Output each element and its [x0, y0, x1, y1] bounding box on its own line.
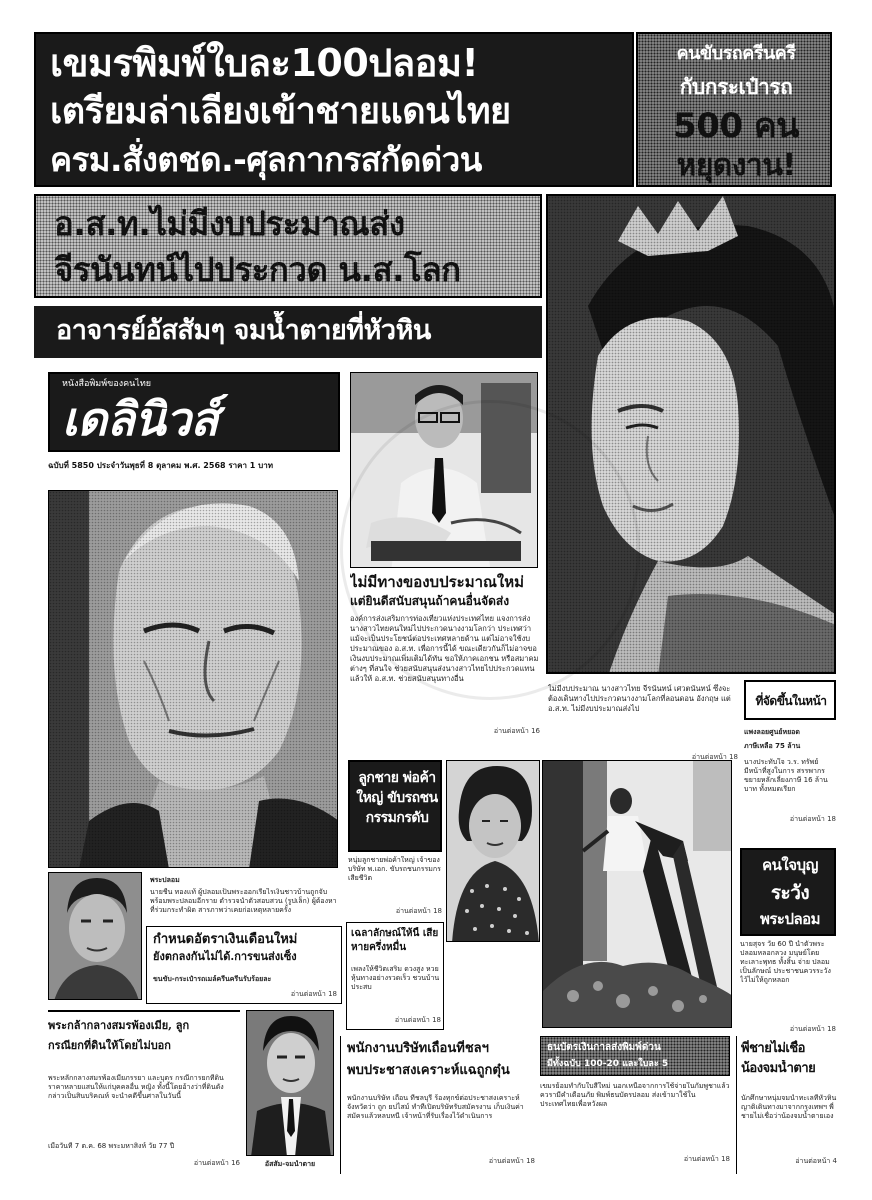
- right-headline-line3: 500 คน: [673, 106, 799, 146]
- incident-scene-photo: [542, 760, 732, 1028]
- drowned-student-photo: [246, 1010, 334, 1156]
- suspect-photo: [48, 872, 142, 1000]
- bottom-left-pageref[interactable]: อ่านต่อหน้า 16: [193, 1159, 240, 1167]
- employee-story-pageref[interactable]: อ่านต่อหน้า 18: [488, 1157, 535, 1165]
- sidebar-index-pageref[interactable]: อ่านต่อหน้า 18: [789, 815, 836, 823]
- beauty-queen-photo: [546, 194, 836, 674]
- right-headline-line4: หยุดงาน!: [676, 148, 796, 183]
- banknote-story-pageref[interactable]: อ่านต่อหน้า 18: [683, 1155, 730, 1163]
- son-story-headline: ลูกชาย พ่อค้าใหญ่ ขับรถชน กรรมกรดับ: [356, 770, 438, 826]
- caption-left-label: พระปลอม: [150, 876, 180, 884]
- old-man-photo: [48, 490, 338, 868]
- masthead-title: เดลินิวส์: [62, 392, 219, 446]
- bottom-left-body: พระหลักกลางสมรพ้องเมียภรรยา และบุตร กรณีการยกที่ดินราคาหลายแสนให้แก่บุคคลอื่น หญิง ทั้งนี้โดยอ้างว่าที่ดินดังกล่าวเป็นสินบริคณห์ จะนำคดีขึ้นศาลในวันนี้: [48, 1074, 224, 1100]
- minister-story-pageref[interactable]: อ่านต่อหน้า 16: [493, 727, 540, 735]
- warning-story-pageref[interactable]: อ่านต่อหน้า 18: [789, 1025, 836, 1033]
- wage-story-pageref[interactable]: อ่านต่อหน้า 18: [290, 990, 337, 998]
- wage-story-byline: ขนขับ-กระเป๋ารถเมล์ครีนครีนรับร้อยละ: [153, 975, 272, 983]
- bottom-left-date: เมื่อวันที่ 7 ต.ค. 68 พระมหาสิงห์ วัย 77 ปี: [48, 1142, 175, 1150]
- employee-story-headline2: พบประชาสงเคราะห์แฉถูกตุ๋น: [347, 1063, 510, 1078]
- wage-story-box: [146, 926, 342, 1004]
- lottery-story-box: [346, 922, 444, 1030]
- headline-budget-box: [34, 194, 542, 298]
- queen-caption-text: ไม่มีงบประมาณ นางสาวไทย จีรนันทน์ เศวตนันทน์ ซึ่งจะต้องเดินทางไปประกวดนางงามโลกที่ลอนดอน อังกฤษ แต่ อ.ส.ท. ไม่มีงบประมาณส่งไป: [548, 684, 731, 713]
- right-headline-banner: [636, 32, 832, 187]
- sidebar-index-title-box: [744, 680, 836, 720]
- queen-caption-pageref[interactable]: อ่านต่อหน้า 18: [691, 753, 738, 761]
- bottom-left-headline2: กรณียกที่ดินให้โดยไม่บอก: [48, 1039, 171, 1052]
- son-story-pageref[interactable]: อ่านต่อหน้า 18: [395, 907, 442, 915]
- minister-story-headline1: ไม่มีทางของบประมาณใหม่: [350, 573, 525, 591]
- sidebar-index-body: นางประทับใจ ว.ร. ทรัพย์ มีหน้าที่สูงในการ สรรพากร ขยายหลักเลี่ยงภาษี 16 ล้านบาท ทั้งหมดเรียก: [744, 758, 828, 793]
- top-headline-line3: ครม.สั่งตชด.-ศุลกากรสกัดด่วน: [50, 140, 482, 179]
- brother-story: [736, 1036, 836, 1174]
- headline-drowning-text: อาจารย์อัสสัมๆ จมน้ำตายที่หัวหิน: [56, 315, 431, 346]
- warning-story-headline1: คนใจบุญ: [762, 856, 818, 874]
- woman-photo: [446, 760, 540, 942]
- sidebar-index-item1[interactable]: แพงลอยศูนย์หยอด: [744, 728, 800, 736]
- headline-budget-line1: อ.ส.ท.ไม่มีงบประมาณส่ง: [54, 204, 405, 243]
- warning-story-headline-box: [740, 848, 836, 936]
- employee-story-body: พนักงานบริษัท เถื่อน ที่ชลบุรี ร้องทุกข์ต่อประชาสงเคราะห์จังหวัดว่า ถูก ยปไสม์ ทำทีเปิดบริษัทรับสมัครงาน เก็บเงินค่าสมัครแล้วหลบหนี เจ้าหน้าที่รับเรื่องไว้ดำเนินการ: [347, 1094, 524, 1120]
- masthead-tagline: หนังสือพิมพ์ของคนไทย: [62, 379, 152, 389]
- warning-story-headline3: พระปลอม: [759, 910, 821, 928]
- caption-left-text: นายชื่น ทองแท้ ผู้ปลอมเป็นพระออกเรี่ยไรเงินชาวบ้านถูกจับ พร้อมพระปลอมอีกราย ตำรวจนำตัวสอบสวน (รูปเล็ก) ผู้ต้องหาที่ร่วมกระทำผิด สารภาพว่าเคยก่อเหตุหลายครั้ง: [150, 888, 337, 914]
- headline-budget-line2: จีรนันทน์ไปประกวด น.ส.โลก: [54, 250, 461, 289]
- right-headline-line1: คนขับรถครีนครี: [676, 43, 796, 64]
- wage-story-headline2: ยังตกลงกันไม่ได้.การขนส่งเซ็ง: [153, 950, 297, 963]
- lottery-story-headline: เฉลาลักษณ์ให้นี้ เสียหายครึ่งหมื่น: [351, 928, 439, 953]
- top-headline-line1: เขมรพิมพ์ใบละ100ปลอม!: [50, 41, 479, 85]
- masthead: [48, 372, 340, 452]
- sidebar-index-title: ที่จัดขึ้นในหน้า: [755, 694, 827, 708]
- brother-story-headline2: น้องจมน้ำตาย: [741, 1061, 816, 1076]
- minister-story-headline2: แต่ยินดีสนับสนุนถ้าคนอื่นจัดส่ง: [350, 594, 510, 608]
- brother-story-pageref[interactable]: อ่านต่อหน้า 4: [795, 1157, 837, 1165]
- sidebar-index: [744, 680, 836, 840]
- warning-story-body: นายสุจร วัย 60 ปี นำตัวพระปลอมหลอกลวง มนุษย์โดยทะเลาะพุทธ ทั้งสิ้น จ่าย ปลอม เป็นลักษณ์ ประชาชนควรระวังไว้ไม่ให้ถูกหลอก: [740, 940, 831, 984]
- drowned-caption: อัสสัม-จมน้ำตาย: [264, 1160, 316, 1168]
- headline-drowning-bar: [34, 306, 542, 358]
- bottom-left-story: [48, 1010, 240, 1172]
- lottery-story-pageref[interactable]: อ่านต่อหน้า 18: [394, 1016, 441, 1024]
- employee-story-headline1: พนักงานบริษัทเถื่อนที่ชลฯ: [347, 1041, 489, 1056]
- warning-story-headline2: ระวัง: [770, 882, 810, 904]
- minister-photo: [350, 372, 538, 568]
- employee-story: [340, 1036, 536, 1174]
- top-headline-line2: เตรียมล่าเลียงเข้าชายแดนไทย: [50, 91, 511, 132]
- brother-story-body: นักศึกษาหนุ่มจมน้ำทะเลที่หัวหิน ญาติเดินทางมาจากกรุงเทพฯ พี่ชายไม่เชื่อว่าน้องจมน้ำตายเอง: [741, 1094, 837, 1120]
- wage-story-headline1: กำหนดอัตราเงินเดือนใหม่: [153, 932, 298, 947]
- banknote-story-body: เขมรย้อมทำกับใบสีใหม่ นอกเหนือจากการใช้จ่ายในกัมพูชาแล้ว ควรามีคำเตือนภัย พิมพ์ธนบัตรปลอม ส่งเข้ามาใช้ในประเทศไทยเพื่อหวังผล: [540, 1082, 730, 1108]
- son-story-body: หนุ่มลูกชายพ่อค้าใหญ่ เจ้าของบริษัท พ.เอก. ขับรถชนกรรมกรเสียชีวิต: [348, 856, 441, 882]
- banknote-story-headline2: มีทั้งฉบับ 100-20 และใบละ 5: [547, 1059, 669, 1069]
- minister-story-body: องค์การส่งเสริมการท่องเที่ยวแห่งประเทศไทย แจงการส่งนางสาวไทยคนใหม่ไปประกวดนางงามโลกว่า ประเทศว่า แม้จะเป็นประโยชน์ต่อประเทศหลายด้าน แต่ไม่อาจใช้งบประมาณของ อ.ส.ท. เพื่อการนี้ได้ ขณะเดียวกันก็ไม่อาจขอเงินงบประมาณเพิ่มเติมได้ทัน ขอให้ภาคเอกชน หรือสมาคมต่างๆ ที่สนใจ ช่วยสนับสนุนส่งนางสาวไทยไปประกวดแทน แล้วให้ อ.ส.ท. ช่วยสนับสนุนทางอื่น: [350, 614, 539, 683]
- top-headline-banner: [34, 32, 634, 187]
- banknote-story-headline-box: [540, 1036, 730, 1076]
- lottery-story-body: เพลงให้ชีวิตเสริม ดวงสูง หวยหุ้นทางอย่างรวดเร็ว ชวนบ้านประสบ: [351, 965, 440, 991]
- sidebar-index-item2[interactable]: ภาษีเหลือ 75 ล้าน: [744, 742, 801, 750]
- brother-story-headline1: พี่ชายไม่เชื่อ: [741, 1041, 805, 1056]
- masthead-info-line: ฉบับที่ 5850 ประจำวันพุธที่ 8 ตุลาคม พ.ศ. 2568 ราคา 1 บาท: [48, 461, 273, 470]
- bottom-left-headline1: พระกล้ากลางสมรพ้องเมีย, ลูก: [48, 1019, 190, 1032]
- right-headline-line2: กับกระเป๋ารถ: [679, 75, 793, 99]
- son-story-headline-box: [348, 760, 442, 852]
- banknote-story-headline1: ธนบัตรเงินกาลส่งพิมพ์ด่วน: [547, 1042, 661, 1053]
